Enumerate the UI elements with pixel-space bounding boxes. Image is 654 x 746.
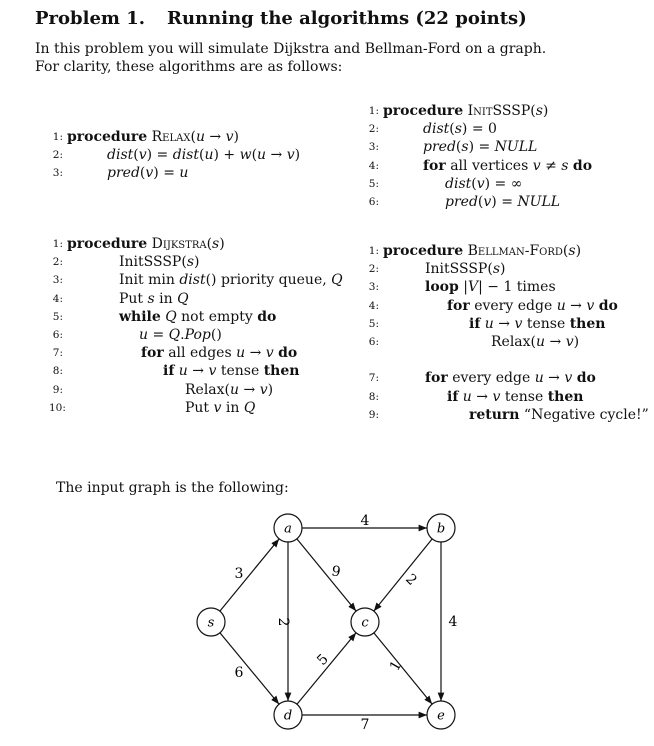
line-number: 1: [52, 238, 63, 250]
code-text: Relax(u → v) [185, 381, 274, 398]
line-number: 6: [368, 195, 379, 208]
problem-number: Problem 1. [35, 8, 146, 29]
edge-s-a [220, 539, 279, 611]
code-text: pred(v) = u [107, 165, 189, 182]
code-text: for all vertices v ≠ s do [423, 157, 593, 174]
code-text: pred(s) = NULL [423, 139, 538, 156]
edge-weight-a-c: 9 [330, 563, 342, 581]
code-text: procedure InitSSSP(s) [383, 103, 549, 119]
line-number: 4: [368, 159, 379, 172]
code-text: dist(v) = dist(u) + w(u → v) [107, 147, 301, 164]
code-text: return “Negative cycle!” [469, 406, 649, 423]
code-text: u = Q.Pop() [139, 326, 222, 343]
code-text: for every edge u → v do [447, 297, 618, 314]
code-text: Init min dist() priority queue, Q [119, 272, 343, 289]
node-label-b: b [436, 521, 446, 537]
intro-line-1: In this problem you will simulate Dijkstra and Bellman-Ford on a graph. [35, 41, 547, 57]
edge-weight-b-c: 2 [402, 571, 420, 589]
edge-weight-d-e: 7 [360, 717, 370, 733]
line-number: 6: [52, 328, 63, 341]
edge-weight-a-b: 4 [360, 513, 370, 529]
code-text: for all edges u → v do [141, 345, 298, 362]
code-text: InitSSSP(s) [425, 261, 506, 278]
line-number: 3: [52, 274, 63, 287]
code-text: pred(v) = NULL [445, 193, 561, 210]
line-number: 8: [52, 365, 63, 378]
line-number: 6: [368, 335, 379, 348]
edge-s-d [220, 633, 279, 704]
line-number: 5: [368, 317, 379, 330]
node-label-d: d [283, 708, 293, 724]
line-number: 2: [52, 256, 63, 269]
line-number: 7: [52, 347, 63, 360]
code-text: InitSSSP(s) [119, 254, 200, 271]
line-number: 9: [368, 408, 379, 421]
code-text: dist(s) = 0 [423, 121, 497, 138]
node-label-s: s [207, 615, 215, 631]
node-label-e: e [437, 708, 445, 724]
line-number: 5: [368, 177, 379, 190]
edge-weight-c-e: 1 [386, 658, 406, 674]
line-number: 1: [52, 131, 63, 143]
line-number: 4: [368, 299, 379, 312]
line-number: 9: [52, 383, 63, 396]
code-text: if u → v tense then [163, 363, 300, 380]
code-text: Put s in Q [119, 290, 189, 307]
node-label-a: a [284, 521, 292, 537]
line-number: 2: [52, 149, 63, 162]
node-label-c: c [361, 615, 369, 631]
graph-caption: The input graph is the following: [56, 480, 289, 496]
intro-line-2: For clarity, these algorithms are as follows: [35, 59, 343, 75]
code-text: Put v in Q [185, 399, 256, 416]
code-text: procedure Relax(u → v) [67, 129, 239, 145]
code-text: Relax(u → v) [491, 333, 580, 350]
edge-b-c [374, 539, 432, 611]
problem-title: Running the algorithms (22 points) [167, 8, 527, 29]
line-number: 4: [52, 292, 63, 305]
code-text: dist(v) = ∞ [445, 175, 523, 192]
code-text: if u → v tense then [447, 388, 584, 405]
line-number: 1: [368, 105, 379, 117]
edge-d-c [297, 633, 356, 704]
line-number: 2: [368, 263, 379, 276]
line-number: 2: [368, 123, 379, 136]
edge-weight-s-d: 6 [234, 665, 244, 681]
line-number: 3: [368, 141, 379, 154]
line-number: 10: [49, 401, 66, 414]
edge-weight-b-e: 4 [448, 614, 458, 630]
code-text: loop |V| − 1 times [425, 279, 556, 296]
line-number: 8: [368, 390, 379, 403]
code-text: procedure Dijkstra(s) [67, 236, 225, 252]
code-text: procedure Bellman-Ford(s) [383, 243, 582, 259]
line-number: 3: [368, 281, 379, 294]
code-text: if u → v tense then [469, 315, 606, 332]
line-number: 7: [368, 372, 379, 385]
edge-weight-a-d: 2 [275, 617, 291, 627]
code-text: for every edge u → v do [425, 370, 596, 387]
line-number: 3: [52, 167, 63, 180]
code-text: while Q not empty do [119, 308, 277, 325]
edge-weight-s-a: 3 [234, 566, 244, 582]
line-number: 5: [52, 310, 63, 323]
edge-a-c [297, 539, 356, 611]
edge-weight-d-c: 5 [314, 651, 332, 669]
line-number: 1: [368, 245, 379, 257]
